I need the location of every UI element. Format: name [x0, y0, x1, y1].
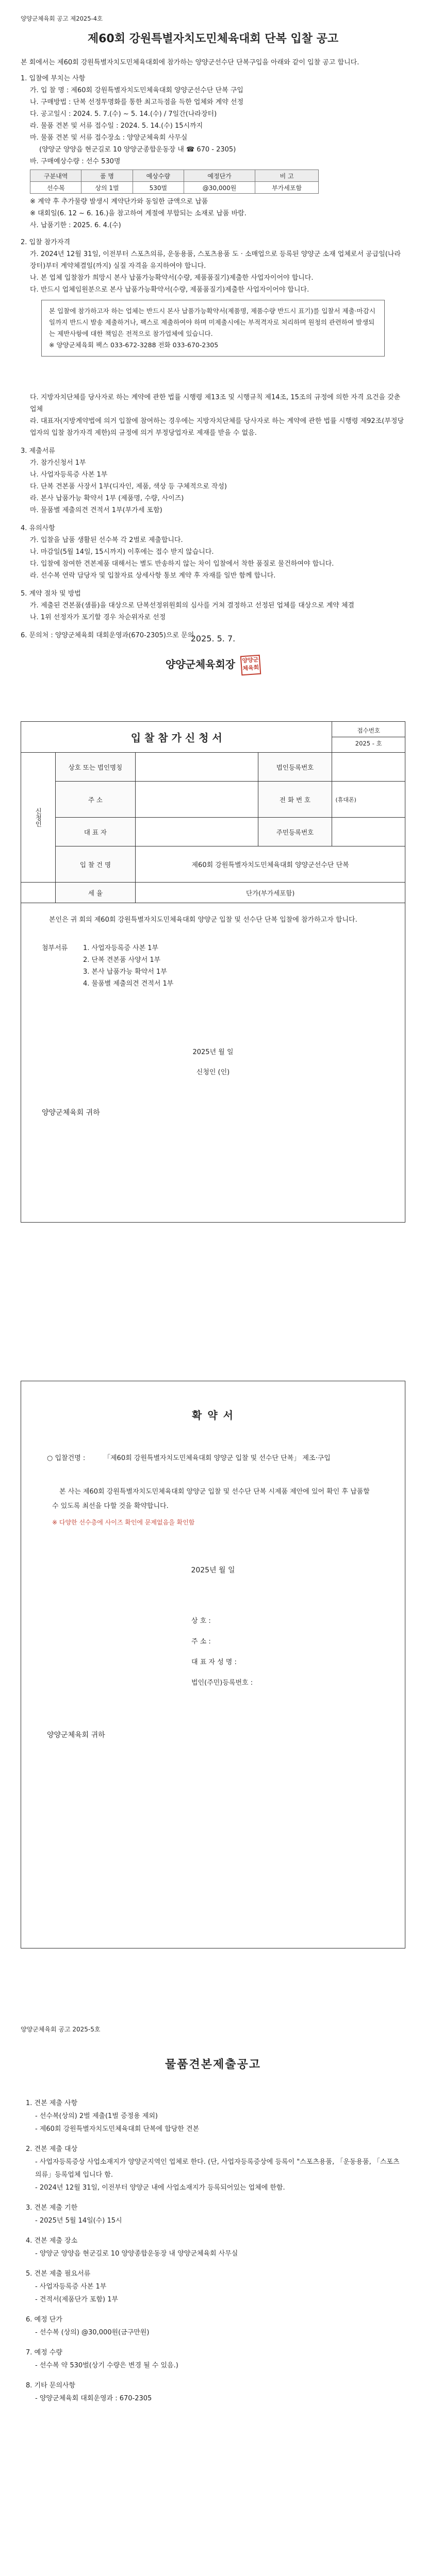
- notice-page: [0, 0, 426, 690]
- receipt-value: 2025 - 호: [355, 740, 382, 747]
- s1-item: 바. 구매예상수량 : 선수 530명: [30, 158, 121, 165]
- sample-item: - 견적서(제품단가 포함) 1부: [35, 2296, 119, 2303]
- pledge-recipient: 양양군체육회 귀하: [47, 1731, 105, 1739]
- company-field[interactable]: [136, 753, 258, 782]
- notice-title: 제60회 강원특별자치도민체육대회 단복 입찰 공고: [87, 32, 339, 45]
- application-body-cell: [21, 903, 405, 1223]
- s1-note: ※ 대회일(6. 12 ~ 6. 16.)을 참고하여 계절에 부합되는 소재로 납품 바람.: [30, 210, 247, 217]
- sample-item: 5. 견본 제출 필요서류: [26, 2270, 91, 2278]
- label-license: 세 율: [55, 883, 136, 903]
- s4-item: 나. 마감일(5월 14일, 15시까지) 이후에는 접수 받지 않습니다.: [30, 548, 214, 556]
- table-header: 비 고: [255, 170, 319, 182]
- s1-item: 다. 공고일시 : 2024. 5. 7.(수) ~ 5. 14.(수) / 7일간(나라장터): [30, 110, 217, 118]
- pledge-frame: [21, 1381, 405, 1948]
- pledge-note: ※ 다양한 선수층에 사이즈 확인에 문제없음을 확인함: [52, 1519, 195, 1526]
- official-seal-icon: 양양군 체육회: [240, 655, 261, 676]
- s2-item: 다. 반드시 업체임원분으로 본사 납품가능확약서(수량, 제품품질기)제출한 사업자이어야 합니다.: [30, 286, 309, 294]
- section-4-title: 4. 유의사항: [21, 524, 55, 532]
- pledge-body: 본 사는 제60회 강원특별자치도민체육대회 양양군 입찰 및 선수단 단복 시제품 제안에 있어 확인 후 납품할 수 있도록 최선을 다할 것을 확약합니다.: [52, 1488, 370, 1510]
- notice-number: 양양군체육회 공고 제2025-4호: [21, 15, 103, 22]
- table-cell: 530벌: [133, 182, 184, 194]
- pledge-title: 확 약 서: [192, 1409, 234, 1421]
- sample-item: 7. 예정 수량: [26, 2349, 62, 2357]
- s2-item: 라. 대표자(지방계약법에 의거 입찰에 참여하는 경우에는 지방자치단체를 당사자로 하는 계약에 관한 법률 시행령 제92조(부정당업자의 입찰 참가자격 제한)의 규정에 의거 부정당업자로 제재를 받을 수 없음.: [30, 417, 404, 437]
- sample-item: - 2024년 12월 31일, 이전부터 양양군 내에 사업소재지가 등록되어있는 업체에 한함.: [35, 2184, 285, 2192]
- s2-item: 가. 2024년 12월 31일, 이전부터 스포츠의류, 운동용품, 스포츠용품 도 · 소매업으로 등록된 양양군 소재 업체로서 공급일(나라장터)부터 계약체결일(까지) 실질 자격을 유지하여야 합니다.: [30, 250, 401, 270]
- label-bid-event: 입 찰 건 명: [55, 846, 136, 883]
- attachment-item: 1. 사업자등록증 사본 1부: [83, 944, 159, 952]
- notice-signature: [0, 655, 426, 675]
- table-cell: @30,000원: [184, 182, 255, 194]
- label-rep: 대 표 자: [55, 818, 136, 846]
- s2-item: 나. 본 업체 입찰참가 희망시 본사 납품가능확약서(수량, 제품품질기)제출한 사업자이어야 합니다.: [30, 274, 314, 282]
- table-cell: 부가세포함: [255, 182, 319, 194]
- section-3-title: 3. 제출서류: [21, 447, 55, 455]
- bid-event-value: 제60회 강원특별자치도민체육대회 양양군선수단 단복: [136, 846, 405, 883]
- sample-item: - 양양군체육회 대회운영과 : 670-2305: [35, 2395, 152, 2402]
- notice-intro: 본 회에서는 제60회 강원특별자치도민체육대회에 참가하는 양양군선수단 단복구입을 아래와 같이 입찰 공고 합니다.: [21, 59, 359, 66]
- attachment-item: 4. 물품별 제출의견 견적서 1부: [83, 980, 174, 988]
- application-form: [21, 721, 405, 1223]
- s3-item: 마. 물품별 제출의견 견적서 1부(부가세 포함): [30, 506, 162, 514]
- sample-item: - 2025년 5월 14일(수) 15시: [35, 2217, 122, 2225]
- organization-name: 양양군체육회장: [165, 658, 236, 671]
- sample-item: - 사업자등록증 사본 1부: [35, 2283, 107, 2291]
- sample-item: 4. 견본 제출 장소: [26, 2237, 78, 2245]
- s4-item: 다. 입찰에 참여한 견본제품 대해서는 별도 반송하지 않는 차이 입찰에서 착한 품질로 물건하여야 합니다.: [30, 560, 334, 568]
- sample-item: - 제60회 강원특별자치도민체육대회 단복에 합당한 견본: [35, 2125, 200, 2133]
- s5-item: 가. 제출된 견본품(샘플)을 대상으로 단복선정위원회의 심사를 거쳐 결정하고 선정된 업체를 대상으로 계약 체결: [30, 602, 354, 609]
- address-field[interactable]: [136, 782, 258, 818]
- box-contact: ※ 양양군체육회 팩스 033-672-3288 전화 033-670-2305: [49, 341, 219, 349]
- receipt-label: 접수번호: [332, 724, 405, 737]
- s1-note: ※ 계약 후 추가물량 발생시 계약단가와 동일한 금액으로 납품: [30, 198, 208, 206]
- attachments-label: 첨부서류: [42, 944, 68, 952]
- application-title: 입 찰 참 가 신 청 서: [21, 722, 332, 753]
- section-1-title: 1. 입찰에 부치는 사항: [21, 75, 86, 82]
- pledge-page: [0, 1360, 426, 1978]
- pledge-subject-label: ○ 입찰건명 :: [47, 1454, 86, 1462]
- table-cell: 선수복: [30, 182, 81, 194]
- label-address: 주 소: [55, 782, 136, 818]
- label-company: 상호 또는 법인명칭: [55, 753, 136, 782]
- s4-item: 라. 선수복 연락 담당자 및 입찰자료 상세사항 통보 계약 후 자재를 일반 함께 합니다.: [30, 572, 276, 580]
- s1-item: 마. 물품 견본 및 서류 접수장소 : 양양군체육회 사무실: [30, 134, 188, 142]
- s1-item: (양양군 양양읍 현군길로 10 양양군종합운동장 내 ☎ 670 - 2305): [39, 146, 236, 154]
- s2-item: 다. 지방자치단체를 당사자로 하는 계약에 관한 법률 시행령 제13조 및 시행규칙 제14조, 15조의 규정에 의한 자격 요건을 갖춘 업체: [30, 394, 401, 413]
- s5-item: 나. 1위 선정자가 포기할 경우 차순위자로 선정: [30, 614, 166, 621]
- sample-notice-title: 물품견본제출공고: [165, 2058, 261, 2071]
- sample-item: 1. 견본 제출 사항: [26, 2099, 78, 2107]
- sample-notice-number: 양양군체육회 공고 2025-5호: [21, 2026, 101, 2033]
- sample-item: 3. 견본 제출 기한: [26, 2204, 78, 2212]
- application-body: 본인은 귀 회의 제60회 강원특별자치도민체육대회 양양군 입찰 및 선수단 단복 입찰에 참가하고자 합니다.: [49, 916, 357, 924]
- label-phone: 전 화 번 호: [258, 782, 332, 818]
- table-cell: 상의 1벌: [81, 182, 133, 194]
- box-text: 본 입찰에 참가하고자 하는 업체는 반드시 본사 납품가능확약서(제품명, 제품수량 반드시 표기)를 입찰서 제출·마감시일까지 반드시 발송 제출하거나, 팩스로 제출하여야 하며 미제출시에는 부적격자로 처리하며 원청의 관련하여 발생되는 제반사항에 대한 책임은 전적으로 참가업체에 있습니다.: [49, 307, 375, 337]
- s3-item: 다. 단복 견본품 사장서 1부(디자인, 제품, 색상 등 구체적으로 작성): [30, 483, 227, 490]
- attachment-item: 2. 단복 견본품 사양서 1부: [83, 956, 161, 964]
- sample-item: - 사업자등록증상 사업소재지가 양양군지역인 업체로 한다. (단, 사업자등록증상에 등록이 "스포츠용품, 「운동용품, 「스포츠의류」등록업체 입니다 함.: [35, 2158, 400, 2179]
- sample-item: - 선수복(상의) 2벌 제출(1벌 증정용 제외): [35, 2112, 158, 2120]
- sample-item: - 선수복 약 530벌(상기 수량은 변경 될 수 있음.): [35, 2362, 178, 2369]
- sample-item: 2. 견본 제출 대상: [26, 2145, 78, 2153]
- biz-no-field[interactable]: [332, 753, 405, 782]
- sample-item: - 양양군 양양읍 현군길로 10 양양종합운동장 내 양양군체육회 사무실: [35, 2250, 238, 2258]
- rep-id-field[interactable]: [332, 818, 405, 846]
- s1-item: 라. 물품 견본 및 서류 접수일 : 2024. 5. 14.(수) 15시까지: [30, 122, 203, 130]
- notice-box: [41, 300, 385, 357]
- section-5-title: 5. 계약 절차 및 방법: [21, 590, 81, 598]
- applicant-signature-line: 신청인 (인): [196, 1069, 230, 1076]
- s1-item: 가. 입 찰 명 : 제60회 강원특별자치도민체육대회 양양군선수단 단복 구입: [30, 87, 243, 94]
- s3-item: 라. 본사 납품가능 확약서 1부 (제품명, 수량, 사이즈): [30, 495, 184, 502]
- label-rep-id: 주민등록번호: [258, 818, 332, 846]
- application-recipient: 양양군체육회 귀하: [42, 1109, 100, 1117]
- quantity-table: [30, 170, 319, 194]
- license-value: 단가(부가세포함): [136, 883, 405, 903]
- sample-item: 6. 예정 단가: [26, 2316, 62, 2324]
- s4-item: 가. 입찰을 납품 생활된 선수복 각 2벌로 제출합니다.: [30, 536, 183, 544]
- sample-item: 8. 기타 문의사항: [26, 2382, 76, 2389]
- notice-date: 2025. 5. 7.: [190, 634, 236, 643]
- s1-item: 나. 구매방법 : 단복 선정투명화를 통한 최고득점을 득한 업체와 계약 선정: [30, 98, 244, 106]
- pledge-field-rep: 대 표 자 성 명 :: [191, 1658, 237, 1666]
- table-header: 품 명: [81, 170, 133, 182]
- receipt-box: [332, 722, 405, 753]
- rep-field[interactable]: [136, 818, 258, 846]
- section-2-title: 2. 입찰 참가자격: [21, 239, 71, 246]
- table-header: 예상수량: [133, 170, 184, 182]
- pledge-subject: 「제60회 강원특별자치도민체육대회 양양군 입찰 및 선수단 단복」 제조·구입: [104, 1454, 331, 1462]
- phone-note: (휴대폰): [335, 796, 356, 803]
- s3-item: 나. 사업자등록증 사본 1부: [30, 471, 108, 479]
- phone-field[interactable]: [332, 782, 405, 818]
- sample-notice-page: [0, 2009, 426, 2576]
- sample-item: - 선수복 (상의) @30,000원(금구만원): [35, 2329, 150, 2336]
- pledge-date: 2025년 월 일: [191, 1566, 235, 1574]
- application-date: 2025년 월 일: [192, 1048, 234, 1056]
- application-page: [0, 716, 426, 1345]
- table-header: 예정단가: [184, 170, 255, 182]
- label-biz-no: 법인등록번호: [258, 753, 332, 782]
- section-6-contact: 6. 문의처 : 양양군체육회 대회운영과(670-2305)으로 문의: [21, 632, 194, 639]
- pledge-field-reg-no: 법인(주민)등록번호 :: [191, 1679, 253, 1687]
- pledge-field-company: 상 호 :: [191, 1617, 211, 1625]
- attachment-item: 3. 본사 납품가능 확약서 1부: [83, 968, 167, 976]
- applicant-side-label: 신청인: [21, 753, 56, 883]
- pledge-field-address: 주 소 :: [191, 1638, 211, 1646]
- table-header: 구분내역: [30, 170, 81, 182]
- s1-note: 사. 납품기한 : 2025. 6. 4.(수): [30, 222, 121, 229]
- s3-item: 가. 참가신청서 1부: [30, 459, 86, 467]
